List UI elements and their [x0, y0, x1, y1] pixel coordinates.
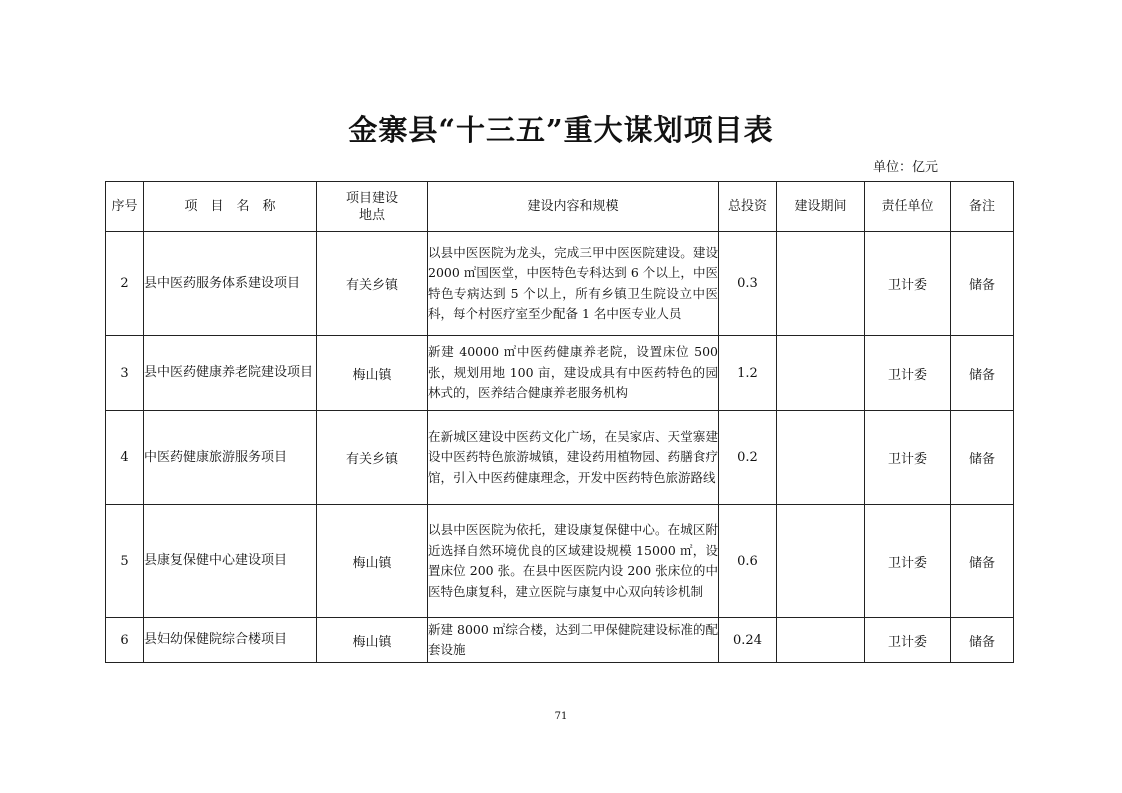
row-period	[777, 336, 865, 411]
header-content: 建设内容和规模	[428, 182, 719, 232]
row-responsible: 卫计委	[865, 618, 951, 663]
table-row	[106, 232, 1014, 336]
row-index: 4	[106, 411, 144, 505]
table-row	[106, 336, 1014, 411]
row-index: 2	[106, 232, 144, 336]
row-investment: 0.6	[719, 505, 777, 618]
header-location	[317, 182, 428, 232]
row-content: 以县中医医院为龙头，完成三甲中医医院建设。建设 2000 ㎡国医堂，中医特色专科达到 6 个以上，中医特色专病达到 5 个以上，所有乡镇卫生院设立中医科，每个村医疗室至少配备 1 名中医专业人员	[428, 232, 719, 336]
header-responsible: 责任单位	[865, 182, 951, 232]
row-index: 3	[106, 336, 144, 411]
header-index: 序号	[106, 182, 144, 232]
row-location: 梅山镇	[317, 505, 428, 618]
row-index: 5	[106, 505, 144, 618]
row-location: 有关乡镇	[317, 232, 428, 336]
row-content: 以县中医医院为依托，建设康复保健中心。在城区附近选择自然环境优良的区域建设规模 15000 ㎡，设置床位 200 张。在县中医医院内设 200 张床位的中医特色康复科，建立医院与康复中心双向转诊机制	[428, 505, 719, 618]
header-period: 建设期间	[777, 182, 865, 232]
row-project-name: 县中医药服务体系建设项目	[144, 232, 317, 336]
header-name: 项 目 名 称	[144, 182, 317, 232]
row-responsible: 卫计委	[865, 232, 951, 336]
row-responsible: 卫计委	[865, 411, 951, 505]
header-investment: 总投资	[719, 182, 777, 232]
row-content: 新建 8000 ㎡综合楼，达到二甲保健院建设标准的配套设施	[428, 618, 719, 663]
row-index: 6	[106, 618, 144, 663]
row-project-name: 县康复保健中心建设项目	[144, 505, 317, 618]
unit-label: 单位：亿元	[873, 160, 939, 175]
row-location: 有关乡镇	[317, 411, 428, 505]
row-project-name: 中医药健康旅游服务项目	[144, 411, 317, 505]
table-header-row	[106, 182, 1014, 232]
row-period	[777, 505, 865, 618]
row-note: 储备	[951, 232, 1014, 336]
row-investment: 0.3	[719, 232, 777, 336]
row-project-name: 县中医药健康养老院建设项目	[144, 336, 317, 411]
row-content: 在新城区建设中医药文化广场，在吴家店、天堂寨建设中医药特色旅游城镇，建设药用植物园、药膳食疗馆，引入中医药健康理念，开发中医药特色旅游路线	[428, 411, 719, 505]
row-investment: 0.24	[719, 618, 777, 663]
row-project-name: 县妇幼保健院综合楼项目	[144, 618, 317, 663]
row-content: 新建 40000 ㎡中医药健康养老院，设置床位 500 张，规划用地 100 亩，建设成具有中医药特色的园林式的，医养结合健康养老服务机构	[428, 336, 719, 411]
row-note: 储备	[951, 505, 1014, 618]
project-table	[105, 181, 1014, 663]
row-investment: 0.2	[719, 411, 777, 505]
header-note: 备注	[951, 182, 1014, 232]
row-responsible: 卫计委	[865, 505, 951, 618]
row-note: 储备	[951, 618, 1014, 663]
table-row	[106, 505, 1014, 618]
row-location: 梅山镇	[317, 336, 428, 411]
page-number: 71	[554, 711, 568, 722]
row-period	[777, 411, 865, 505]
table-row	[106, 618, 1014, 663]
row-period	[777, 232, 865, 336]
page-title: 金寨县“十三五”重大谋划项目表	[348, 113, 774, 147]
row-investment: 1.2	[719, 336, 777, 411]
table-row	[106, 411, 1014, 505]
row-period	[777, 618, 865, 663]
row-note: 储备	[951, 411, 1014, 505]
row-location: 梅山镇	[317, 618, 428, 663]
header-location-text: 项目建设地点	[346, 190, 399, 223]
row-note: 储备	[951, 336, 1014, 411]
row-responsible: 卫计委	[865, 336, 951, 411]
